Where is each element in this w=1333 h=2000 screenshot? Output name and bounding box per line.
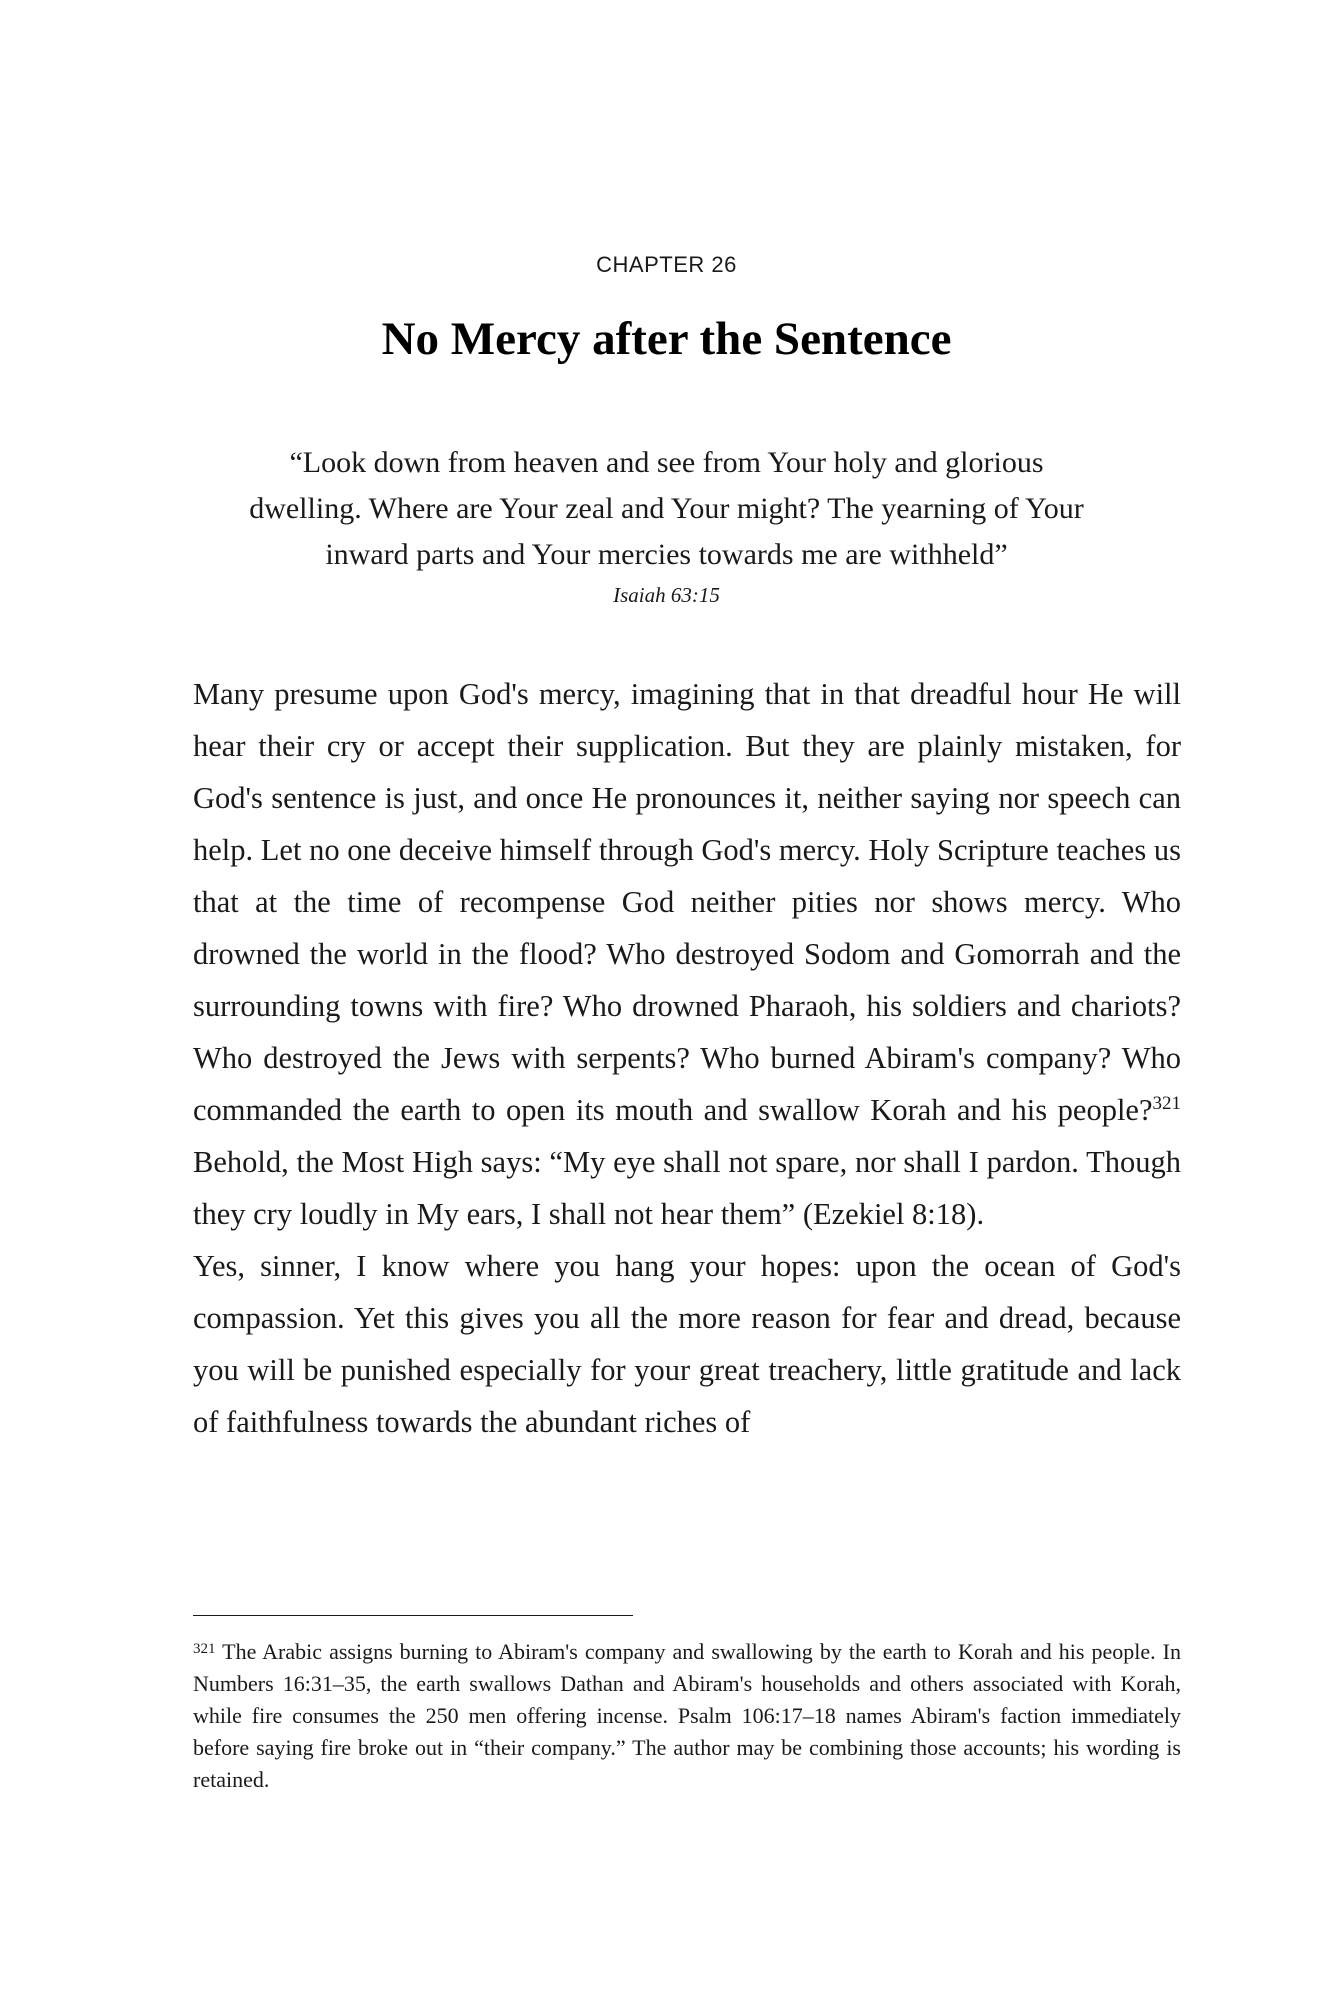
chapter-title: No Mercy after the Sentence — [381, 313, 952, 365]
footnote-number: 321 — [193, 1641, 216, 1657]
epigraph-source: Isaiah 63:15 — [613, 583, 720, 607]
main-text — [193, 668, 1181, 1448]
footnote-divider — [193, 1615, 633, 1616]
paragraph-1-text: Many presume upon God's mercy, imagining that in that dreadful hour He will hear their cry or accept their supplication. But they are plainly mistaken, for God's sentence is just, and once He pronounces it, neither saying nor speech can help. Let no one deceive himself through God's mercy. Holy Scripture teaches us that at the time of recompense God neither pities nor shows mercy. Who drowned the world in the flood? Who destroyed Sodom and Gomorrah and the surrounding towns with fire? Who drowned Pharaoh, his soldiers and chariots? Who destroyed the Jews with serpents? Who burned Abiram's company? Who commanded the earth to open its mouth and swallow Korah and his people? — [193, 677, 1181, 1127]
epigraph-quote: “Look down from heaven and see from Your holy and glorious dwelling. Where are Your zeal and Your might? The yearning of Your inward parts and Your mercies towards me are withheld” — [249, 446, 1084, 571]
paragraph-2: Yes, sinner, I know where you hang your hopes: upon the ocean of God's compassion. Yet this gives you all the more reason for fear and dread, because you will be punished especially for your great treachery, little gratitude and lack of faithfulness towards the abundant riches of — [193, 1249, 1181, 1439]
chapter-label: CHAPTER 26 — [596, 252, 737, 277]
paragraph-1 — [193, 668, 1181, 1240]
footnote-text: The Arabic assigns burning to Abiram's company and swallowing by the earth to Korah and his people. In Numbers 16:31–35, the earth swallows Dathan and Abiram's households and others associated with Korah, while fire consumes the 250 men offering incense. Psalm 106:17–18 names Abiram's faction immediately before saying fire broke out in “their company.” The author may be combining those accounts; his wording is retained. — [193, 1639, 1181, 1792]
paragraph-1-continuation: Behold, the Most High says: “My eye shall not spare, nor shall I pardon. Though they cry loudly in My ears, I shall not hear them” (Ezekiel 8:18). — [193, 1145, 1181, 1231]
footnote-reference: 321 — [1152, 1093, 1181, 1114]
footnote — [193, 1636, 1181, 1796]
